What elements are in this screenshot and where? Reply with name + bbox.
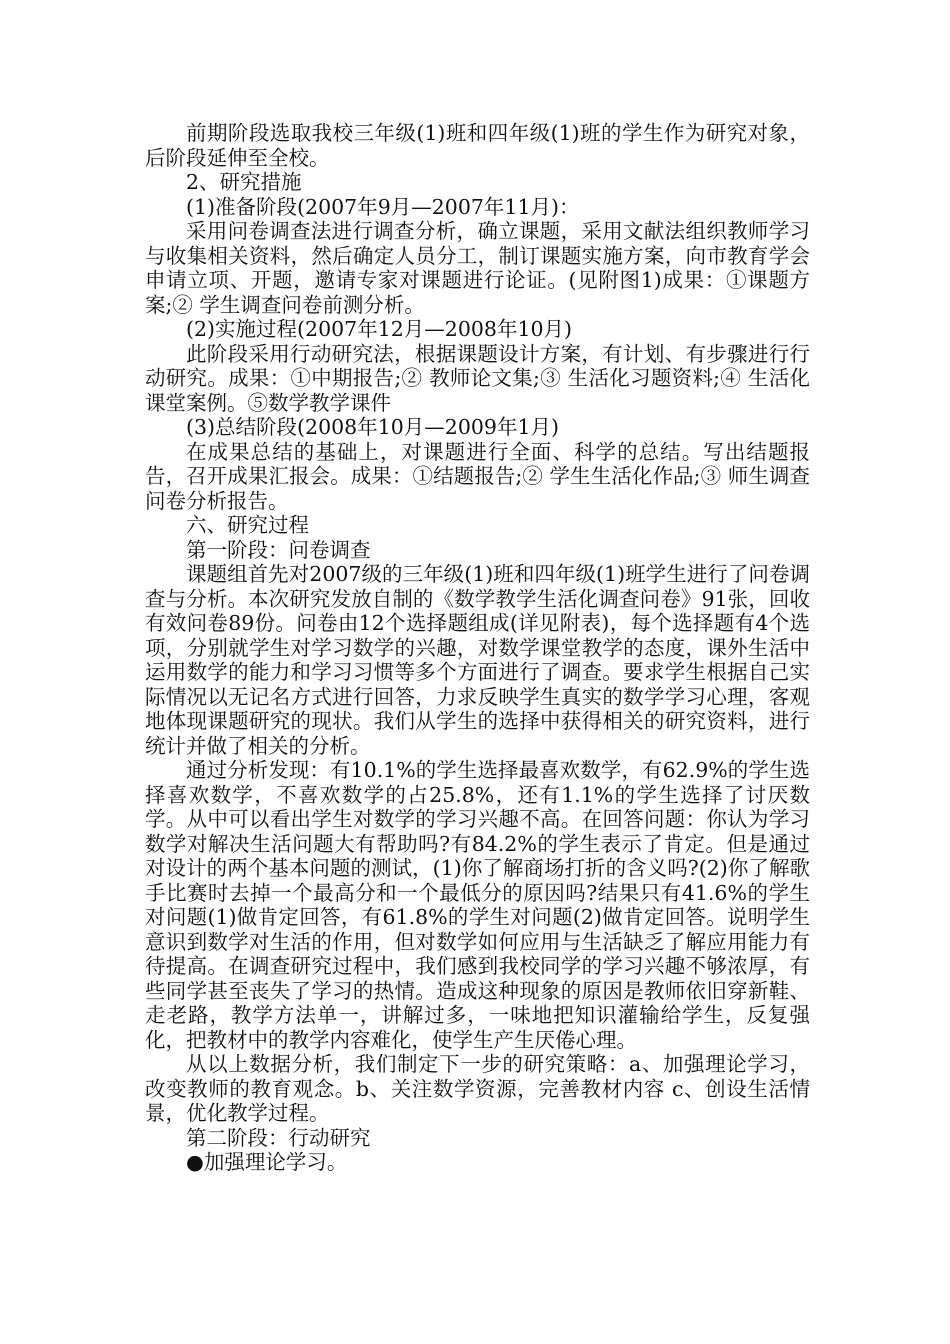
bullet-theory-learning: ●加强理论学习。 (186, 1150, 348, 1174)
document-page (145, 121, 810, 1175)
heading-research-measures: 2、研究措施 (186, 170, 302, 194)
heading-stage-two: 第二阶段：行动研究 (186, 1125, 371, 1150)
paragraph-summary-stage: 在成果总结的基础上，对课题进行全面、科学的总结。写出结题报告，召开成果汇报会。成果：①结题报告;② 学生生活化作品;③ 师生调查问卷分析报告。 (145, 439, 810, 513)
heading-stage-one: 第一阶段：问卷调查 (186, 537, 371, 562)
heading-preparation-stage: (1)准备阶段(2007年9月—2007年11月)： (186, 194, 580, 219)
heading-implementation-stage: (2)实施过程(2007年12月—2008年10月) (186, 317, 573, 341)
paragraph-analysis-findings: 通过分析发现：有10.1%的学生选择最喜欢数学，有62.9%的学生选择喜欢数学，不喜欢数学的占25.8%，还有1.1%的学生选择了讨厌数学。从中可以看出学生对数学的学习兴趣不高。在回答问题：你认为学习数学对解决生活问题大有帮助吗?有84.2%的学生表示了肯定。但是通过对设计的两个基本问题的测试，(1)你了解商场打折的含义吗?(2)你了解歌手比赛时去掉一个最高分和一个最低分的原因吗?结果只有41.6%的学生对问题(1)做肯定回答，有61.8%的学生对问题(2)做肯定回答。说明学生意识到数学对生活的作用，但对数学如何应用与生活缺乏了解应用能力有待提高。在调查研究过程中，我们感到我校同学的学习兴趣不够浓厚，有些同学甚至丧失了学习的热情。造成这种现象的原因是教师依旧穿新鞋、走老路，教学方法单一，讲解过多，一味地把知识灌输给学生，反复强化，把教材中的教学内容难化，使学生产生厌倦心理。 (145, 758, 810, 1052)
paragraph-research-subjects: 前期阶段选取我校三年级(1)班和四年级(1)班的学生作为研究对象，后阶段延伸至全校。 (145, 121, 810, 170)
paragraph-questionnaire: 课题组首先对2007级的三年级(1)班和四年级(1)班学生进行了问卷调查与分析。本次研究发放自制的《数学教学生活化调查问卷》91张，回收有效问卷89份。问卷由12个选择题组成(详见附表)，每个选择题有4个选项，分别就学生对学习数学的兴趣，对数学课堂教学的态度，课外生活中运用数学的能力和学习习惯等多个方面进行了调查。要求学生根据自己实际情况以无记名方式进行回答，力求反映学生真实的数学学习心理，客观地体现课题研究的现状。我们从学生的选择中获得相关的研究资料，进行统计并做了相关的分析。 (145, 562, 810, 758)
paragraph-strategy: 从以上数据分析，我们制定下一步的研究策略：a、加强理论学习，改变教师的教育观念。b、关注数学资源，完善教材内容 c、创设生活情景，优化教学过程。 (145, 1052, 810, 1125)
paragraph-preparation-stage: 采用问卷调查法进行调查分析，确立课题，采用文献法组织教师学习与收集相关资料，然后确定人员分工，制订课题实施方案，向市教育学会申请立项、开题，邀请专家对课题进行论证。(见附图1)成果：①课题方案;② 学生调查问卷前测分析。 (145, 219, 810, 317)
heading-summary-stage: (3)总结阶段(2008年10月—2009年1月) (186, 415, 560, 439)
heading-research-process: 六、研究过程 (186, 513, 309, 537)
paragraph-implementation-stage: 此阶段采用行动研究法，根据课题设计方案，有计划、有步骤进行行动研究。成果：①中期报告;② 教师论文集;③ 生活化习题资料;④ 生活化课堂案例。⑤数学教学课件 (145, 341, 810, 415)
